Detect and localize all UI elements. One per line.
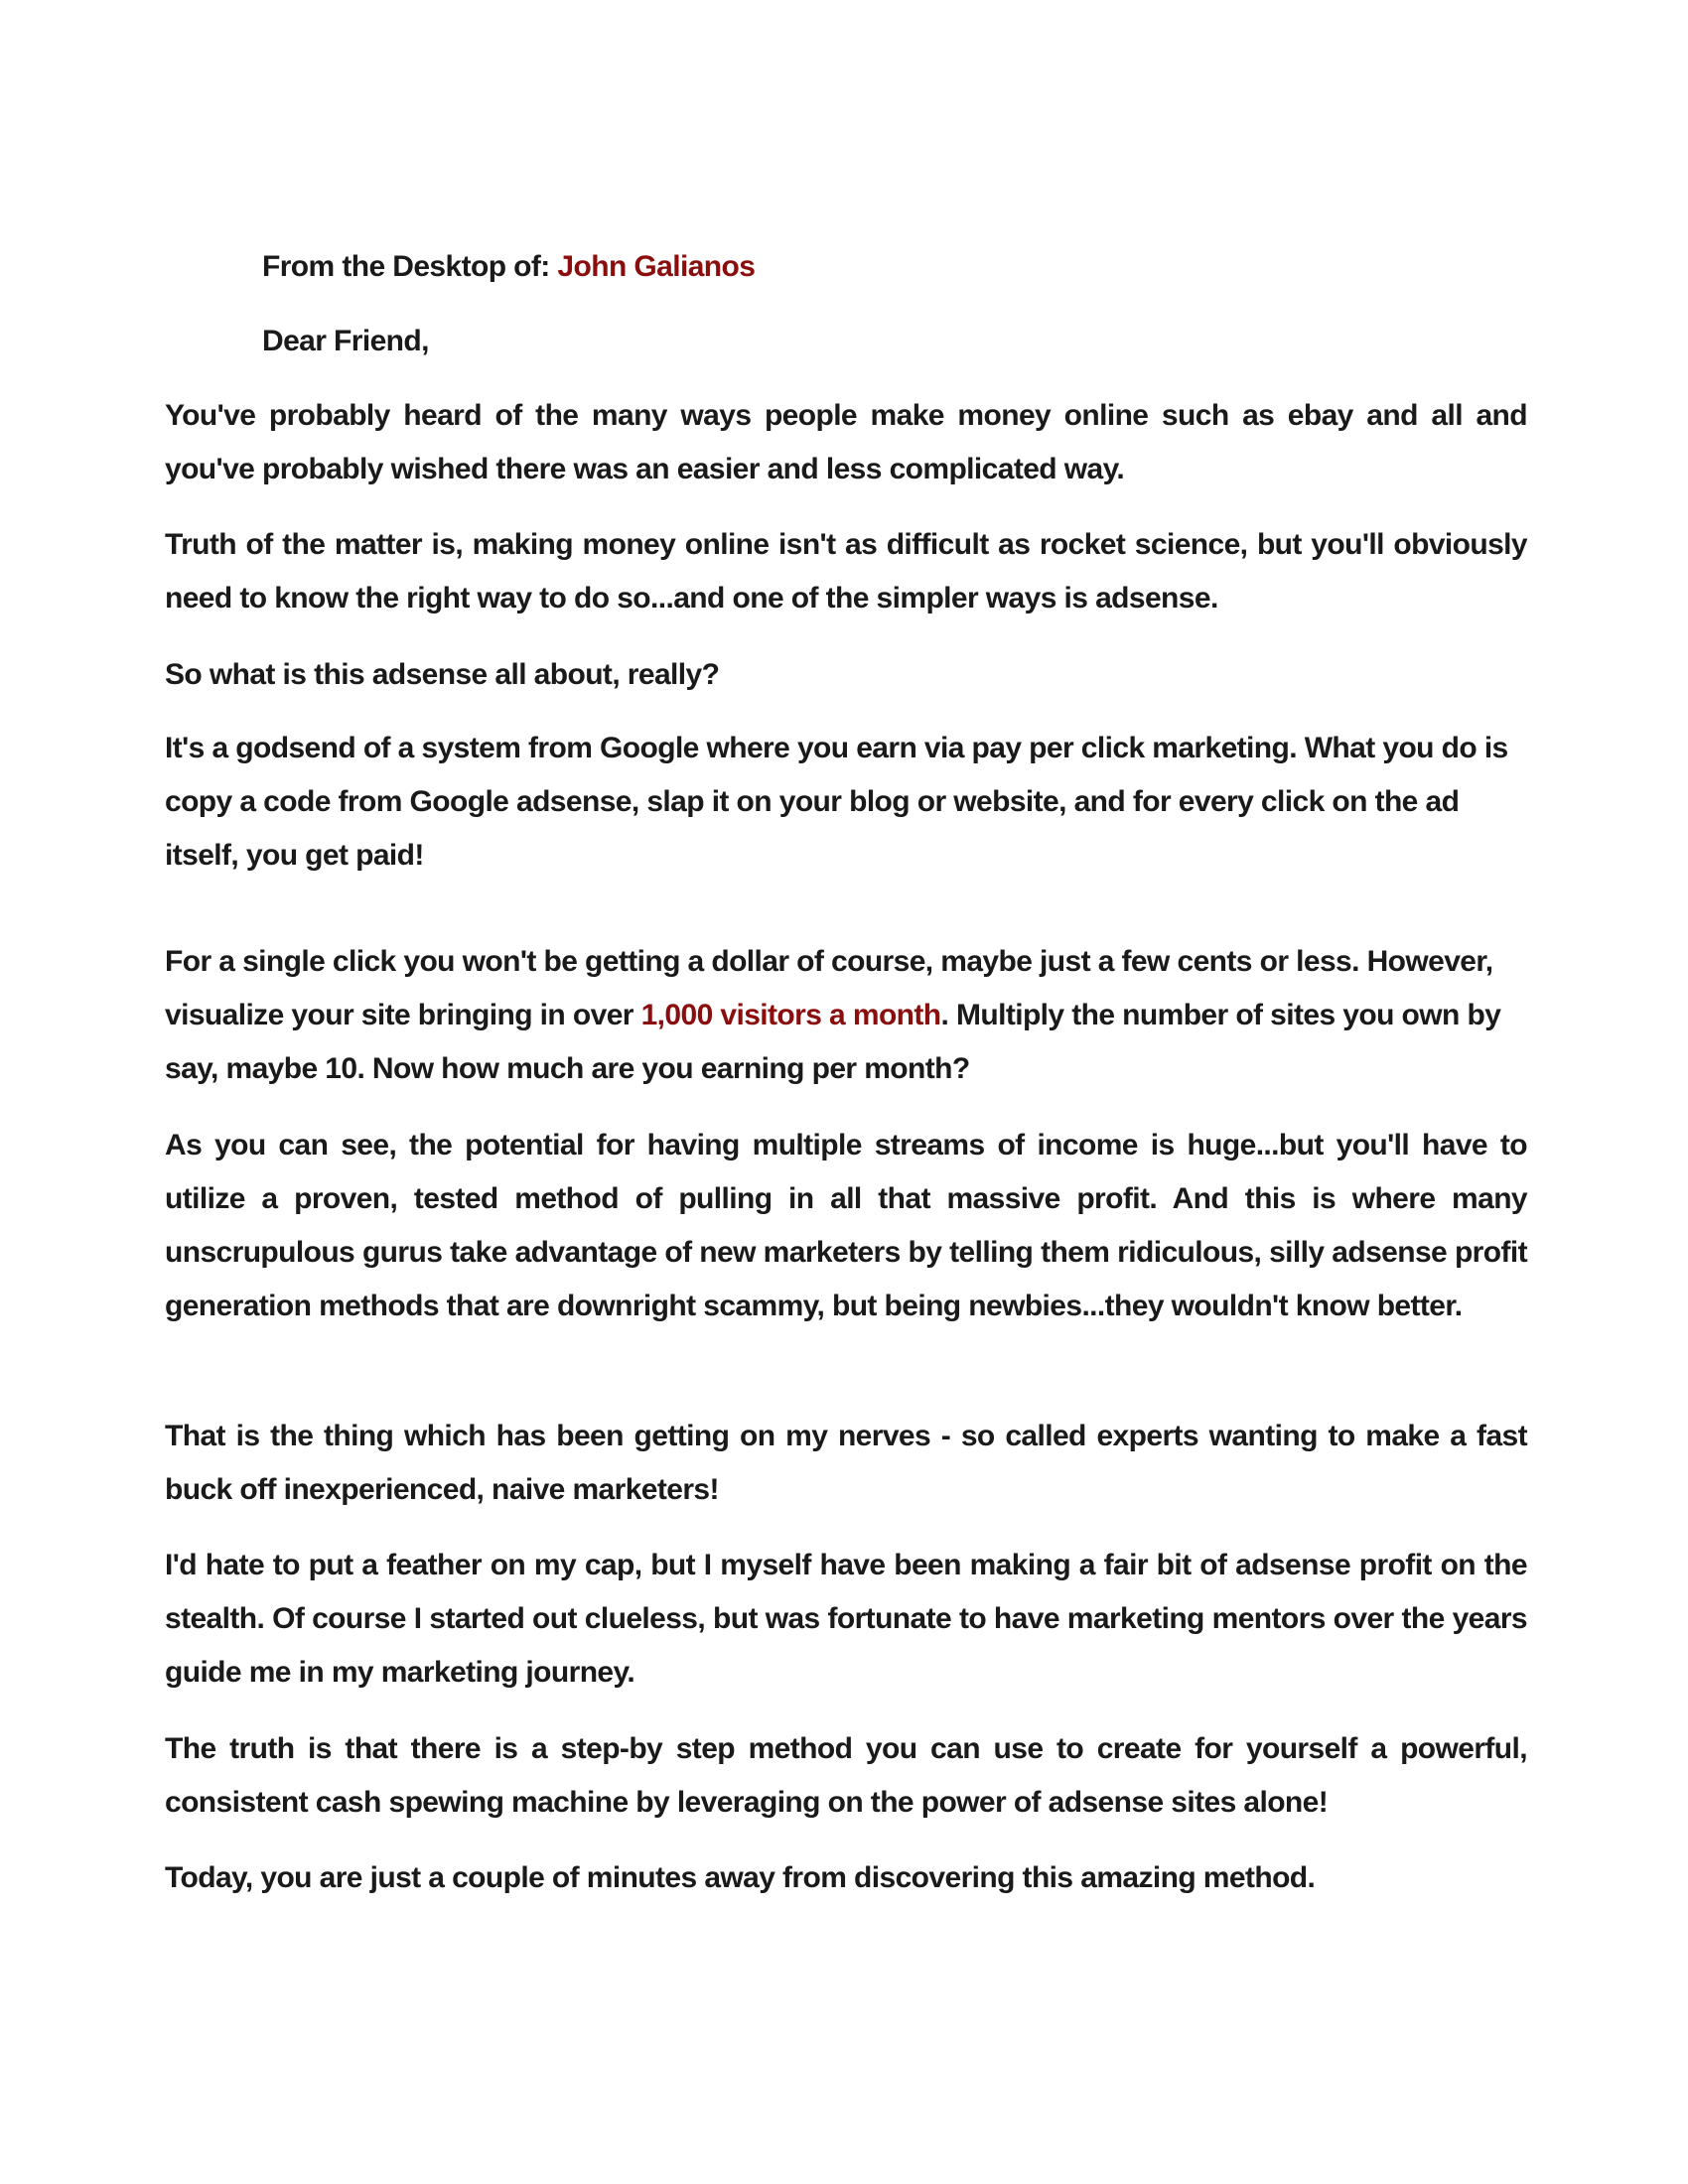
paragraph-10: Today, you are just a couple of minutes away from discovering this amazing method. bbox=[165, 1861, 1316, 1894]
paragraph-6: As you can see, the potential for having multiple streams of income is huge...but you'll have to utilize a proven, tested method of pulling in all that massive profit. And this is where many unscrupulous gurus take advantage of new marketers by telling them ridiculous, silly adsense profit generation methods that are downright scammy, but being newbies...they wouldn't know better. bbox=[165, 1129, 1527, 1322]
greeting: Dear Friend, bbox=[262, 325, 429, 357]
author-name: John Galianos bbox=[557, 250, 756, 283]
paragraph-9: The truth is that there is a step-by step method you can use to create for yourself a powerful, consistent cash spewing machine by leveraging on the power of adsense sites alone! bbox=[165, 1732, 1527, 1819]
paragraph-5 bbox=[165, 935, 1527, 1096]
paragraph-7: That is the thing which has been getting on my nerves - so called experts wanting to make a fast buck off inexperienced, naive marketers! bbox=[165, 1420, 1527, 1506]
from-prefix: From the Desktop of: bbox=[262, 250, 558, 283]
paragraph-8: I'd hate to put a feather on my cap, but I myself have been making a fair bit of adsense profit on the stealth. Of course I started out clueless, but was fortunate to have marketing mentors over the years guide me in my marketing journey. bbox=[165, 1549, 1527, 1689]
paragraph-5-end: . Multiply the number of sites you own by say, maybe 10. Now how much are you earning per month? bbox=[165, 999, 1501, 1085]
paragraph-4: It's a godsend of a system from Google where you earn via pay per click marketing. What you do is copy a code from Google adsense, slap it on your blog or website, and for every click on the ad itself, you get paid! bbox=[165, 732, 1508, 872]
visitors-highlight: 1,000 visitors a month bbox=[640, 999, 941, 1031]
from-line bbox=[262, 240, 1354, 294]
paragraph-2: Truth of the matter is, making money online isn't as difficult as rocket science, but you'll obviously need to know the right way to do so...and one of the simpler ways is adsense. bbox=[165, 528, 1527, 614]
paragraph-3: So what is this adsense all about, really? bbox=[165, 658, 720, 691]
paragraph-1: You've probably heard of the many ways people make money online such as ebay and all and you've probably wished there was an easier and less complicated way. bbox=[165, 399, 1527, 485]
paragraph-5-start: For a single click you won't be getting a dollar of course, maybe just a few cents or less. However, visualize your site bringing in over bbox=[165, 945, 1493, 1031]
